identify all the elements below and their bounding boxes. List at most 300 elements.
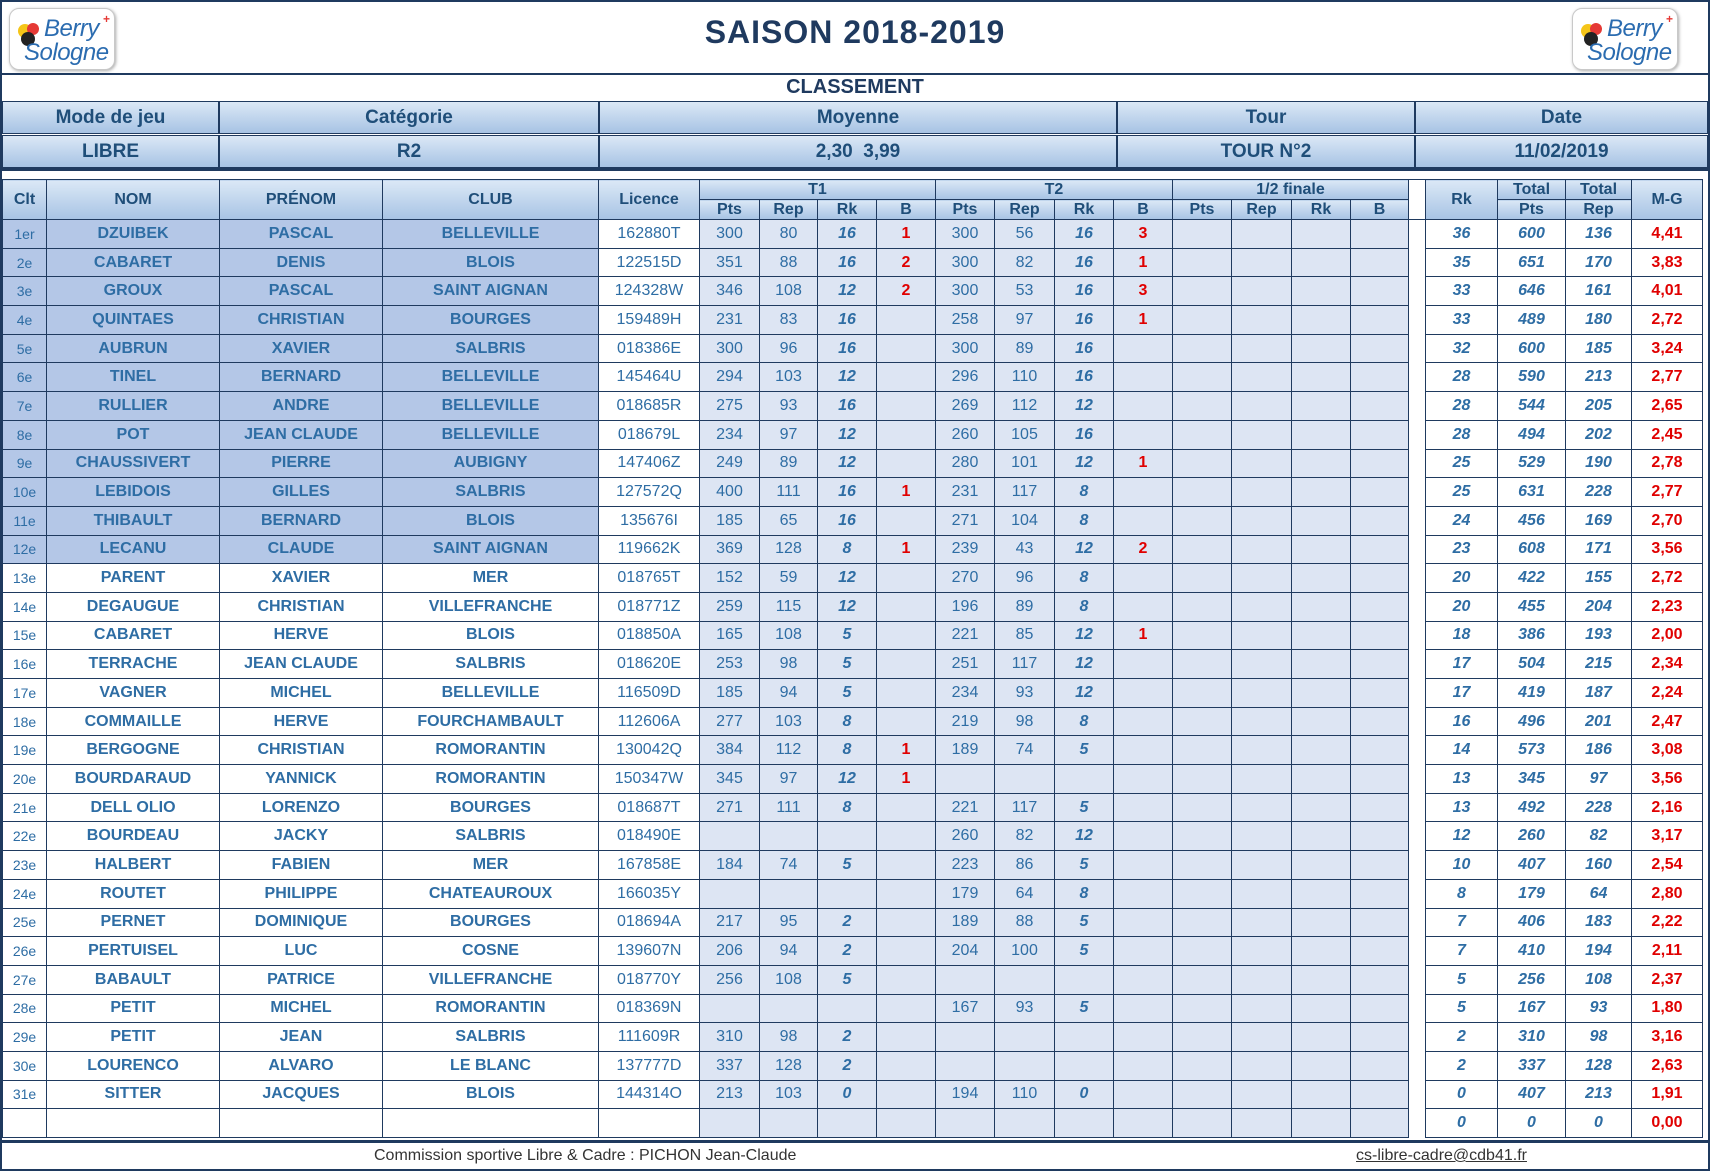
cell-licence: 162880T	[599, 220, 700, 249]
cell-rank: 0	[1426, 1080, 1498, 1109]
table-row	[3, 449, 1703, 478]
cell-licence: 150347W	[599, 765, 700, 794]
cell-semi-empty	[1351, 592, 1409, 621]
cell-t1-rep: 108	[760, 621, 818, 650]
cell-total-rep: 193	[1566, 621, 1632, 650]
cell-t2-rep: 82	[995, 248, 1055, 277]
cell-licence: 112606A	[599, 707, 700, 736]
col-total-rep-sub: Rep	[1566, 200, 1632, 220]
cell-club	[383, 1109, 599, 1138]
cell-club: BELLEVILLE	[383, 420, 599, 449]
cell-club: BELLEVILLE	[383, 363, 599, 392]
cell-mg: 2,23	[1632, 592, 1703, 621]
cell-semi-empty	[1173, 1051, 1232, 1080]
cell-t1-rep: 98	[760, 650, 818, 679]
table-row	[3, 994, 1703, 1023]
info-value-date: 11/02/2019	[1415, 135, 1708, 168]
cell-prenom: DOMINIQUE	[220, 908, 383, 937]
cell-t1-rk	[818, 1109, 877, 1138]
cell-t1-rk: 5	[818, 965, 877, 994]
cell-t2-rep: 110	[995, 363, 1055, 392]
cell-t1-pts: 184	[700, 851, 760, 880]
cell-t1-rep: 108	[760, 965, 818, 994]
table-row	[3, 248, 1703, 277]
cell-rank: 24	[1426, 506, 1498, 535]
cell-semi-empty	[1351, 306, 1409, 335]
cell-total-rep: 170	[1566, 248, 1632, 277]
cell-total-rep: 228	[1566, 793, 1632, 822]
cell-clt: 28e	[3, 994, 47, 1023]
cell-t1-rep	[760, 994, 818, 1023]
cell-prenom: CHRISTIAN	[220, 736, 383, 765]
cell-club: BLOIS	[383, 1080, 599, 1109]
cell-semi-empty	[1351, 564, 1409, 593]
cell-mg: 2,80	[1632, 879, 1703, 908]
cell-semi-empty	[1173, 822, 1232, 851]
cell-total-pts: 455	[1498, 592, 1566, 621]
cell-total-pts: 256	[1498, 965, 1566, 994]
cell-t1-rep: 83	[760, 306, 818, 335]
cell-t1-rep	[760, 879, 818, 908]
cell-t2-pts: 280	[936, 449, 995, 478]
cell-total-pts: 0	[1498, 1109, 1566, 1138]
cell-semi-empty	[1292, 306, 1351, 335]
cell-mg: 2,22	[1632, 908, 1703, 937]
cell-semi-empty	[1351, 937, 1409, 966]
cell-prenom: YANNICK	[220, 765, 383, 794]
cell-t2-rep: 74	[995, 736, 1055, 765]
divider	[0, 1140, 1710, 1143]
cell-rank: 7	[1426, 937, 1498, 966]
cell-total-pts: 419	[1498, 679, 1566, 708]
cell-t2-rk: 5	[1055, 908, 1114, 937]
cell-club: AUBIGNY	[383, 449, 599, 478]
table-row	[3, 736, 1703, 765]
cell-semi-empty	[1351, 478, 1409, 507]
cell-t2-rep: 56	[995, 220, 1055, 249]
cell-club: VILLEFRANCHE	[383, 592, 599, 621]
cell-semi-empty	[1351, 1023, 1409, 1052]
cell-licence: 018850A	[599, 621, 700, 650]
cell-rank: 0	[1426, 1109, 1498, 1138]
table-row	[3, 1023, 1703, 1052]
cell-nom: HALBERT	[47, 851, 220, 880]
cell-clt: 27e	[3, 965, 47, 994]
cell-t2-rep: 117	[995, 793, 1055, 822]
cell-nom: THIBAULT	[47, 506, 220, 535]
cell-licence: 166035Y	[599, 879, 700, 908]
cell-t2-pts: 271	[936, 506, 995, 535]
cell-semi-empty	[1232, 707, 1292, 736]
cell-t1-b	[877, 965, 936, 994]
cell-t2-rep: 53	[995, 277, 1055, 306]
cell-mg: 3,56	[1632, 535, 1703, 564]
cell-t2-pts: 258	[936, 306, 995, 335]
table-row	[3, 363, 1703, 392]
cell-t1-pts: 259	[700, 592, 760, 621]
cell-total-rep: 185	[1566, 334, 1632, 363]
cell-mg: 2,65	[1632, 392, 1703, 421]
cell-licence: 018771Z	[599, 592, 700, 621]
cell-semi-empty	[1292, 535, 1351, 564]
cell-t1-pts	[700, 879, 760, 908]
cell-t1-pts: 231	[700, 306, 760, 335]
cell-nom: TINEL	[47, 363, 220, 392]
cell-nom: PETIT	[47, 994, 220, 1023]
cell-semi-empty	[1351, 392, 1409, 421]
cell-t1-rk: 2	[818, 937, 877, 966]
cell-prenom: PHILIPPE	[220, 879, 383, 908]
col-t2-rk: Rk	[1055, 200, 1114, 220]
cell-total-pts: 489	[1498, 306, 1566, 335]
cell-total-pts: 590	[1498, 363, 1566, 392]
cell-prenom: MICHEL	[220, 679, 383, 708]
cell-total-rep: 128	[1566, 1051, 1632, 1080]
cell-t1-rep: 65	[760, 506, 818, 535]
cell-club: SALBRIS	[383, 1023, 599, 1052]
cell-t2-rk: 12	[1055, 392, 1114, 421]
cell-total-pts: 504	[1498, 650, 1566, 679]
cell-nom: COMMAILLE	[47, 707, 220, 736]
cell-licence: 135676I	[599, 506, 700, 535]
table-row	[3, 851, 1703, 880]
cell-nom: LOURENCO	[47, 1051, 220, 1080]
cell-t1-rep: 96	[760, 334, 818, 363]
cell-t1-rk	[818, 994, 877, 1023]
cell-t1-rk: 12	[818, 765, 877, 794]
cell-total-rep: 180	[1566, 306, 1632, 335]
cell-t1-b	[877, 621, 936, 650]
cell-t2-rep: 43	[995, 535, 1055, 564]
cell-semi-empty	[1173, 306, 1232, 335]
cell-semi-empty	[1292, 707, 1351, 736]
cell-mg: 0,00	[1632, 1109, 1703, 1138]
cell-prenom: ANDRE	[220, 392, 383, 421]
cell-total-rep: 0	[1566, 1109, 1632, 1138]
cell-nom: CABARET	[47, 621, 220, 650]
cell-t2-pts: 251	[936, 650, 995, 679]
info-value-mode: LIBRE	[2, 135, 219, 168]
cell-total-rep: 64	[1566, 879, 1632, 908]
cell-t2-pts: 189	[936, 736, 995, 765]
cell-t1-rk: 5	[818, 650, 877, 679]
cell-nom: TERRACHE	[47, 650, 220, 679]
cell-mg: 2,78	[1632, 449, 1703, 478]
cell-semi-empty	[1351, 879, 1409, 908]
cell-licence: 147406Z	[599, 449, 700, 478]
cell-t2-rep: 97	[995, 306, 1055, 335]
cell-club: ROMORANTIN	[383, 765, 599, 794]
cell-t1-rep: 97	[760, 765, 818, 794]
cell-prenom: JEAN	[220, 1023, 383, 1052]
cell-nom: CABARET	[47, 248, 220, 277]
cell-semi-empty	[1173, 506, 1232, 535]
col-mg: M-G	[1632, 180, 1703, 220]
table-row	[3, 650, 1703, 679]
cell-clt: 24e	[3, 879, 47, 908]
col-nom: NOM	[47, 180, 220, 220]
cell-semi-empty	[1292, 679, 1351, 708]
cell-total-rep: 201	[1566, 707, 1632, 736]
cell-total-rep: 161	[1566, 277, 1632, 306]
cell-semi-empty	[1173, 650, 1232, 679]
cell-t2-pts: 179	[936, 879, 995, 908]
cell-semi-empty	[1232, 277, 1292, 306]
cell-t2-b: 3	[1114, 220, 1173, 249]
cell-t2-rep: 85	[995, 621, 1055, 650]
col-t2-rep: Rep	[995, 200, 1055, 220]
cell-semi-empty	[1173, 621, 1232, 650]
cell-t1-pts: 345	[700, 765, 760, 794]
cell-t2-b	[1114, 736, 1173, 765]
divider	[0, 168, 1710, 171]
cell-prenom: PASCAL	[220, 277, 383, 306]
cell-licence: 124328W	[599, 277, 700, 306]
cell-t2-b: 3	[1114, 277, 1173, 306]
cell-t2-rk: 12	[1055, 650, 1114, 679]
cell-semi-empty	[1232, 506, 1292, 535]
table-row	[3, 1080, 1703, 1109]
cell-t2-pts	[936, 765, 995, 794]
cell-licence: 018620E	[599, 650, 700, 679]
cell-t1-b	[877, 679, 936, 708]
cell-clt: 3e	[3, 277, 47, 306]
cell-semi-empty	[1232, 965, 1292, 994]
cell-t2-rk: 5	[1055, 994, 1114, 1023]
cell-semi-empty	[1292, 478, 1351, 507]
cell-rank: 7	[1426, 908, 1498, 937]
cell-t1-b	[877, 334, 936, 363]
cell-t1-rk: 12	[818, 564, 877, 593]
cell-nom: DELL OLIO	[47, 793, 220, 822]
cell-t1-rk: 2	[818, 1023, 877, 1052]
cell-rank: 25	[1426, 478, 1498, 507]
cell-t1-b: 1	[877, 478, 936, 507]
cell-licence: 018685R	[599, 392, 700, 421]
col-t2-b: B	[1114, 200, 1173, 220]
cell-mg: 2,47	[1632, 707, 1703, 736]
cell-club: COSNE	[383, 937, 599, 966]
cell-t2-rk	[1055, 1051, 1114, 1080]
cell-prenom: XAVIER	[220, 564, 383, 593]
cell-t1-rep: 103	[760, 1080, 818, 1109]
cell-t1-rk: 16	[818, 506, 877, 535]
cell-semi-empty	[1232, 650, 1292, 679]
cell-rank: 13	[1426, 793, 1498, 822]
cell-mg: 3,08	[1632, 736, 1703, 765]
col-rk-total: Rk	[1426, 180, 1498, 220]
col-t1-b: B	[877, 200, 936, 220]
table-row	[3, 1109, 1703, 1138]
cell-t2-b	[1114, 334, 1173, 363]
col-group-t1: T1	[700, 180, 936, 200]
cell-semi-empty	[1351, 822, 1409, 851]
cell-t2-b	[1114, 822, 1173, 851]
table-row	[3, 679, 1703, 708]
cell-t2-rep: 112	[995, 392, 1055, 421]
table-row	[3, 793, 1703, 822]
cell-t1-rk	[818, 822, 877, 851]
cell-semi-empty	[1351, 1109, 1409, 1138]
cell-prenom: BERNARD	[220, 506, 383, 535]
cell-total-pts: 407	[1498, 851, 1566, 880]
cell-t2-b	[1114, 392, 1173, 421]
cell-t2-rep: 64	[995, 879, 1055, 908]
cell-t1-rep: 103	[760, 363, 818, 392]
cell-total-rep: 190	[1566, 449, 1632, 478]
cell-t1-pts: 277	[700, 707, 760, 736]
cell-total-pts: 422	[1498, 564, 1566, 593]
cell-clt: 17e	[3, 679, 47, 708]
cell-semi-empty	[1351, 1051, 1409, 1080]
cell-total-pts: 167	[1498, 994, 1566, 1023]
col-clt: Clt	[3, 180, 47, 220]
cell-t2-b	[1114, 679, 1173, 708]
cell-club: SAINT AIGNAN	[383, 535, 599, 564]
cell-rank: 2	[1426, 1051, 1498, 1080]
cell-club: BELLEVILLE	[383, 392, 599, 421]
cell-t1-rk: 12	[818, 277, 877, 306]
cell-nom: VAGNER	[47, 679, 220, 708]
cell-club: SALBRIS	[383, 478, 599, 507]
info-value-moyenne: 2,30 3,99	[599, 135, 1117, 168]
info-label-categorie: Catégorie	[219, 101, 599, 134]
cell-t2-rk: 0	[1055, 1080, 1114, 1109]
cell-semi-empty	[1173, 449, 1232, 478]
cell-licence: 144314O	[599, 1080, 700, 1109]
cell-nom: BERGOGNE	[47, 736, 220, 765]
cell-total-pts: 492	[1498, 793, 1566, 822]
cell-mg: 2,63	[1632, 1051, 1703, 1080]
cell-semi-empty	[1232, 535, 1292, 564]
footer-email-link[interactable]: cs-libre-cadre@cdb41.fr	[1356, 1147, 1527, 1164]
cell-licence: 127572Q	[599, 478, 700, 507]
cell-semi-empty	[1351, 277, 1409, 306]
cell-t2-rep: 100	[995, 937, 1055, 966]
cell-semi-empty	[1351, 1080, 1409, 1109]
cell-total-pts: 410	[1498, 937, 1566, 966]
cell-t1-pts: 400	[700, 478, 760, 507]
cell-licence: 116509D	[599, 679, 700, 708]
cell-clt: 20e	[3, 765, 47, 794]
cell-t1-rk: 16	[818, 306, 877, 335]
cell-total-pts: 310	[1498, 1023, 1566, 1052]
cell-semi-empty	[1292, 1023, 1351, 1052]
cell-semi-empty	[1232, 392, 1292, 421]
berry-sologne-logo-left: + Berry Sologne	[9, 8, 115, 70]
cell-nom: PARENT	[47, 564, 220, 593]
cell-rank: 5	[1426, 994, 1498, 1023]
cell-t2-rk: 8	[1055, 879, 1114, 908]
cell-licence: 137777D	[599, 1051, 700, 1080]
cell-semi-empty	[1351, 650, 1409, 679]
cell-semi-empty	[1292, 650, 1351, 679]
cell-semi-empty	[1351, 965, 1409, 994]
cell-clt: 26e	[3, 937, 47, 966]
cell-clt: 1er	[3, 220, 47, 249]
cell-t2-b	[1114, 592, 1173, 621]
cell-t2-rk: 16	[1055, 248, 1114, 277]
cell-t2-b	[1114, 478, 1173, 507]
table-row	[3, 334, 1703, 363]
cell-t2-rep: 86	[995, 851, 1055, 880]
cell-t1-rk: 2	[818, 1051, 877, 1080]
cell-t1-rk: 8	[818, 535, 877, 564]
cell-t2-b	[1114, 363, 1173, 392]
cell-prenom: BERNARD	[220, 363, 383, 392]
cell-semi-empty	[1292, 248, 1351, 277]
cell-t2-rep	[995, 1109, 1055, 1138]
cell-semi-empty	[1173, 220, 1232, 249]
cell-t1-rep: 88	[760, 248, 818, 277]
cell-nom: PETIT	[47, 1023, 220, 1052]
cell-semi-empty	[1173, 363, 1232, 392]
cell-mg: 2,00	[1632, 621, 1703, 650]
cell-semi-empty	[1173, 994, 1232, 1023]
cell-t1-rep: 128	[760, 1051, 818, 1080]
cell-t1-rep: 94	[760, 679, 818, 708]
cell-semi-empty	[1292, 220, 1351, 249]
cell-mg: 3,16	[1632, 1023, 1703, 1052]
cell-semi-empty	[1173, 592, 1232, 621]
cell-nom: POT	[47, 420, 220, 449]
cell-clt: 14e	[3, 592, 47, 621]
cell-t2-b	[1114, 650, 1173, 679]
cell-clt: 2e	[3, 248, 47, 277]
cell-total-rep: 93	[1566, 994, 1632, 1023]
cell-t1-pts: 249	[700, 449, 760, 478]
cell-t2-rk	[1055, 1109, 1114, 1138]
cell-rank: 28	[1426, 420, 1498, 449]
cell-semi-empty	[1173, 1023, 1232, 1052]
cell-prenom: CHRISTIAN	[220, 306, 383, 335]
cell-semi-empty	[1292, 564, 1351, 593]
cell-semi-empty	[1232, 1023, 1292, 1052]
cell-semi-empty	[1351, 736, 1409, 765]
table-row	[3, 822, 1703, 851]
cell-mg: 3,56	[1632, 765, 1703, 794]
cell-rank: 12	[1426, 822, 1498, 851]
cell-t2-rep	[995, 965, 1055, 994]
cell-licence	[599, 1109, 700, 1138]
cell-rank: 35	[1426, 248, 1498, 277]
cell-t1-rep: 115	[760, 592, 818, 621]
cell-prenom: HERVE	[220, 621, 383, 650]
cell-t1-pts: 300	[700, 334, 760, 363]
cell-t1-pts: 294	[700, 363, 760, 392]
ranking-table	[2, 179, 1703, 1138]
table-row	[3, 220, 1703, 249]
cell-total-rep: 202	[1566, 420, 1632, 449]
cell-rank: 28	[1426, 392, 1498, 421]
cell-t1-rep: 128	[760, 535, 818, 564]
cell-mg: 2,16	[1632, 793, 1703, 822]
cell-semi-empty	[1292, 392, 1351, 421]
cell-total-rep: 194	[1566, 937, 1632, 966]
cell-t2-rk	[1055, 965, 1114, 994]
cell-clt: 7e	[3, 392, 47, 421]
cell-t1-pts: 213	[700, 1080, 760, 1109]
cell-semi-empty	[1232, 765, 1292, 794]
cell-semi-empty	[1351, 248, 1409, 277]
cell-licence: 018386E	[599, 334, 700, 363]
cell-semi-empty	[1232, 420, 1292, 449]
cell-t2-pts: 196	[936, 592, 995, 621]
cell-t2-b	[1114, 994, 1173, 1023]
cell-t2-rep	[995, 1051, 1055, 1080]
cell-total-pts: 573	[1498, 736, 1566, 765]
cell-semi-empty	[1173, 793, 1232, 822]
